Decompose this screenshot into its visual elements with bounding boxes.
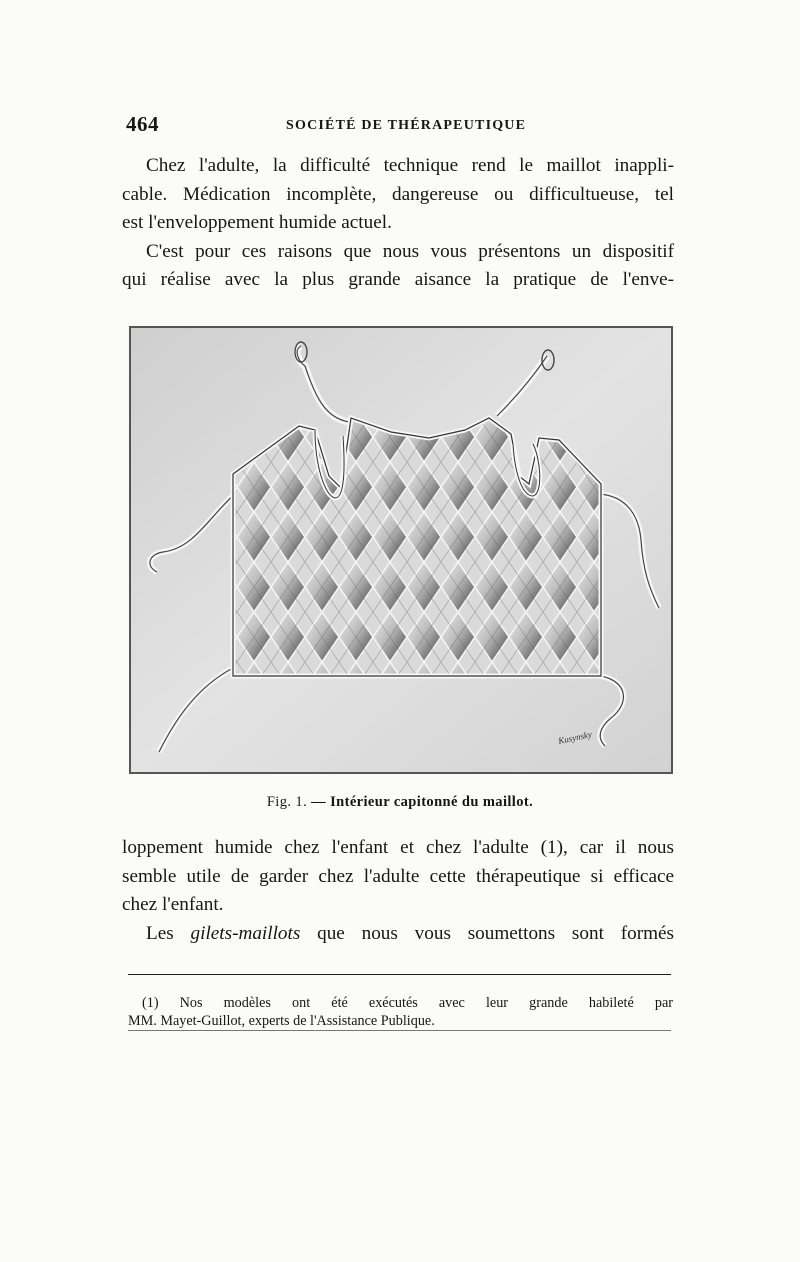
- bottom-rule: [128, 1030, 671, 1031]
- footnote-line: MM. Mayet-Guillot, experts de l'Assistance Publique.: [128, 1013, 435, 1029]
- figure-caption-text: — Intérieur capitonné du maillot.: [311, 794, 534, 810]
- text-line: loppement humide chez l'enfant et chez l'adulte (1), car il nous: [122, 837, 674, 858]
- page-number: 464: [126, 112, 159, 136]
- text-line: semble utile de garder chez l'adulte cette thérapeutique si efficace: [122, 865, 674, 887]
- text-line: C'est pour ces raisons que nous vous présentons un dispositif: [146, 240, 674, 262]
- body-text-bottom: [122, 834, 674, 948]
- figure-quilted-vest: [129, 326, 673, 774]
- text-line: [122, 920, 674, 949]
- page-header: [126, 112, 672, 142]
- figure-label: Fig. 1.: [266, 794, 308, 810]
- body-text-top: [122, 152, 674, 295]
- text-fragment: Les: [146, 922, 191, 944]
- text-line: est l'enveloppement humide actuel.: [122, 212, 392, 234]
- italic-term: gilets-maillots: [190, 922, 301, 944]
- footnote-line: (1) Nos modèles ont été exécutés avec leur grande habileté par: [142, 995, 673, 1011]
- text-line: cable. Médication incomplète, dangereuse ou difficultueuse, tel: [122, 183, 674, 205]
- text-line: chez l'enfant.: [122, 894, 224, 916]
- footnote: [128, 994, 673, 1030]
- text-line: qui réalise avec la plus grande aisance la pratique de l'enve-: [122, 269, 674, 291]
- text-line: Chez l'adulte, la difficulté technique rend le maillot inappli-: [146, 155, 674, 176]
- text-fragment: que nous vous soumettons sont formés: [300, 922, 674, 944]
- footnote-rule: [128, 974, 671, 975]
- engraver-signature: Kusynsky: [557, 729, 593, 746]
- figure-caption: [0, 794, 800, 811]
- running-head: SOCIÉTÉ DE THÉRAPEUTIQUE: [286, 118, 527, 133]
